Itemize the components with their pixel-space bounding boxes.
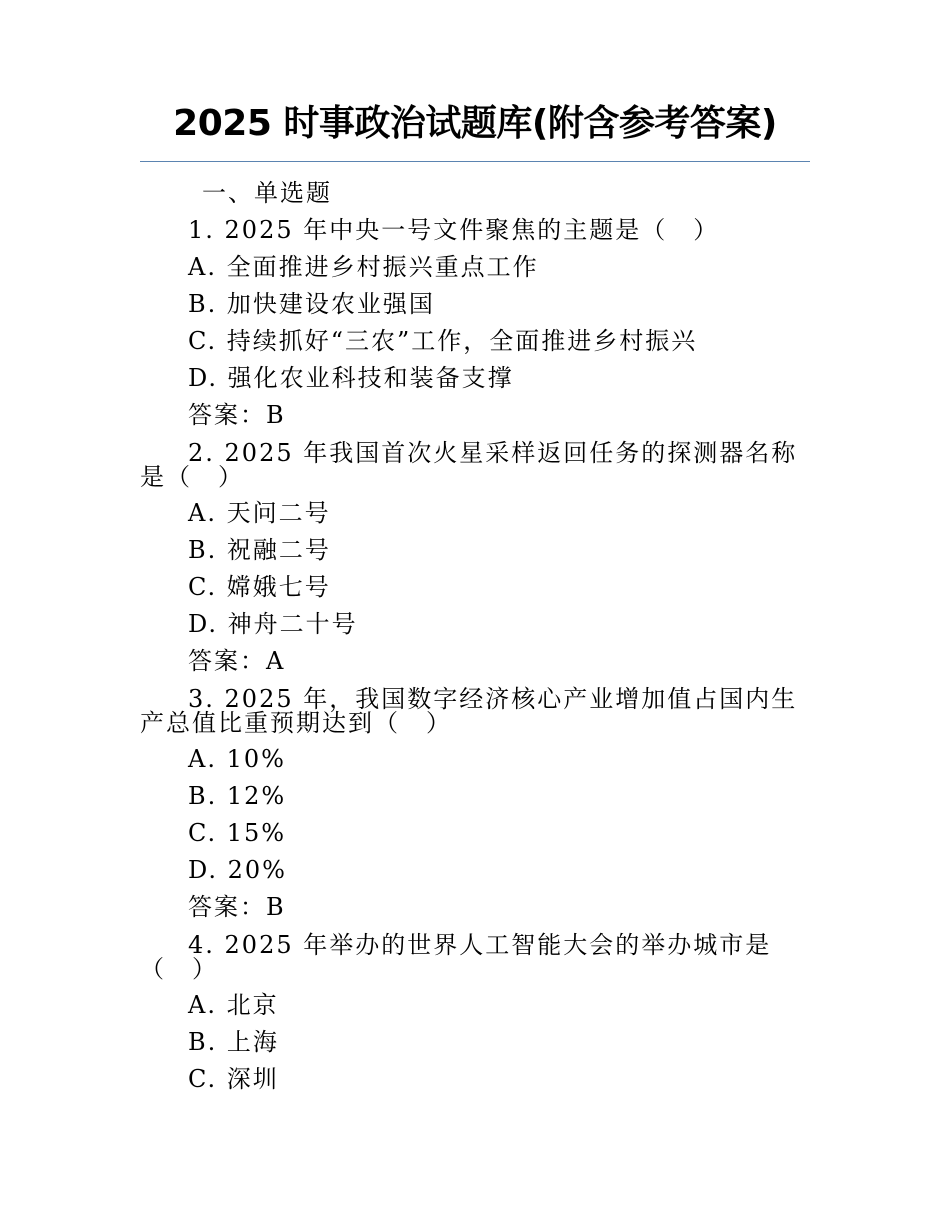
answer-option: C. 持续抓好“三农”工作，全面推进乡村振兴 [188, 327, 698, 355]
question-stem: 3. 2025 年，我国数字经济核心产业增加值占国内生产总值比重预期达到（ ） [140, 685, 798, 737]
answer-option: D. 强化农业科技和装备支撑 [188, 364, 514, 392]
answer-option: B. 上海 [188, 1028, 279, 1056]
answer-option: D. 20% [188, 856, 287, 884]
question-stem: 1. 2025 年中央一号文件聚焦的主题是（ ） [188, 216, 720, 244]
answer-option: D. 神舟二十号 [188, 610, 358, 638]
answer-option: A. 天问二号 [188, 499, 331, 527]
answer-option: C. 深圳 [188, 1065, 279, 1093]
title-divider [140, 161, 810, 162]
document-title: 2025 时事政治试题库(附含参考答案) [173, 103, 777, 144]
answer-option: A. 北京 [188, 991, 279, 1019]
answer-option: B. 12% [188, 782, 287, 810]
answer-option: A. 10% [188, 745, 286, 773]
answer-key: 答案：B [188, 893, 286, 921]
section-heading: 一、单选题 [202, 179, 332, 207]
answer-option: B. 加快建设农业强国 [188, 290, 435, 318]
question-stem: 2. 2025 年我国首次火星采样返回任务的探测器名称是（ ） [140, 439, 798, 491]
document-body [140, 175, 800, 1098]
question-stem: 4. 2025 年举办的世界人工智能大会的举办城市是（ ） [140, 931, 772, 983]
answer-key: 答案：B [188, 401, 286, 429]
answer-option: C. 嫦娥七号 [188, 573, 331, 601]
answer-option: C. 15% [188, 819, 287, 847]
answer-option: A. 全面推进乡村振兴重点工作 [188, 253, 539, 281]
answer-key: 答案：A [188, 647, 286, 675]
answer-option: B. 祝融二号 [188, 536, 331, 564]
